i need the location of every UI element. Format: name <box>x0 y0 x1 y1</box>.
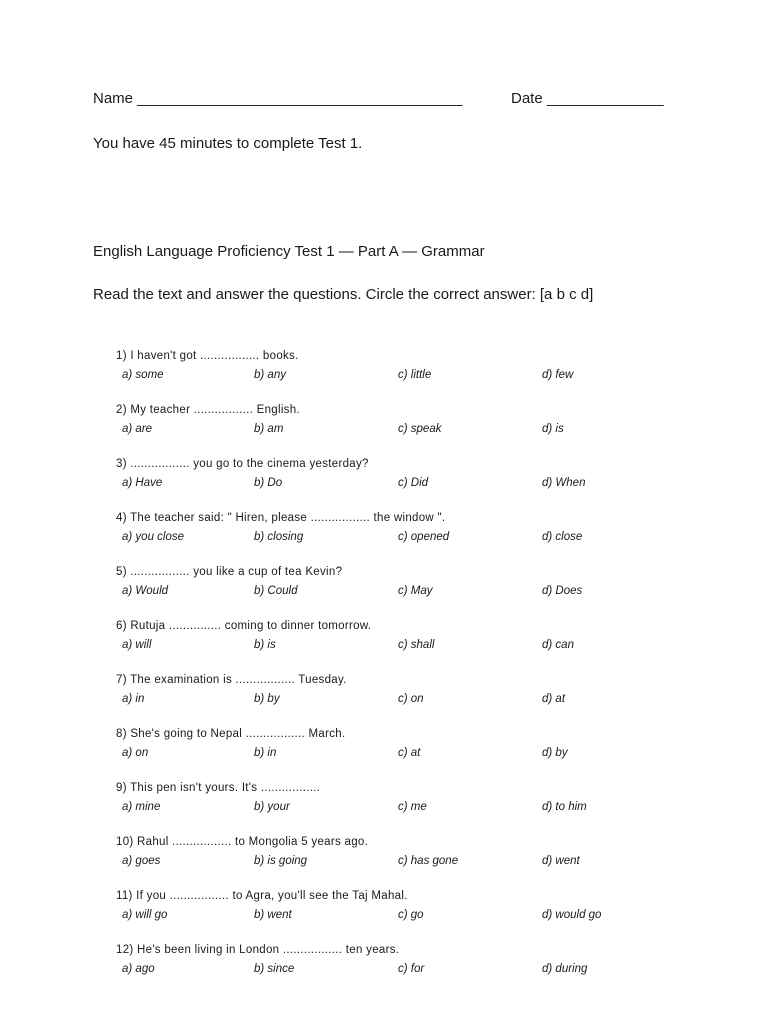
option-b[interactable]: b) Could <box>254 585 298 597</box>
question-list <box>116 350 676 998</box>
option-c[interactable]: c) on <box>398 693 424 705</box>
option-c[interactable]: c) for <box>398 963 425 975</box>
question-stem: 8) She's going to Nepal ................. March. <box>116 728 346 740</box>
question-stem: 1) I haven't got ................. books. <box>116 350 299 362</box>
option-b[interactable]: b) Do <box>254 477 283 489</box>
option-d[interactable]: d) by <box>542 747 568 759</box>
answer-options <box>122 693 682 709</box>
option-d[interactable]: d) close <box>542 531 583 543</box>
question-8 <box>116 728 676 782</box>
option-c[interactable]: c) shall <box>398 639 435 651</box>
question-stem: 11) If you ................. to Agra, you'll see the Taj Mahal. <box>116 890 408 902</box>
option-a[interactable]: a) Would <box>122 585 169 597</box>
option-a[interactable]: a) mine <box>122 801 161 813</box>
option-a[interactable]: a) some <box>122 369 164 381</box>
question-3 <box>116 458 676 512</box>
option-d[interactable]: d) can <box>542 639 574 651</box>
question-1 <box>116 350 676 404</box>
option-b[interactable]: b) am <box>254 423 284 435</box>
question-stem: 12) He's been living in London ................. ten years. <box>116 944 400 956</box>
option-d[interactable]: d) When <box>542 477 586 489</box>
option-a[interactable]: a) ago <box>122 963 155 975</box>
option-b[interactable]: b) any <box>254 369 286 381</box>
question-stem: 5) ................. you like a cup of tea Kevin? <box>116 566 343 578</box>
option-d[interactable]: d) is <box>542 423 564 435</box>
question-stem: 2) My teacher ................. English. <box>116 404 300 416</box>
option-b[interactable]: b) since <box>254 963 295 975</box>
option-c[interactable]: c) little <box>398 369 432 381</box>
answer-options <box>122 747 682 763</box>
option-c[interactable]: c) has gone <box>398 855 459 867</box>
option-a[interactable]: a) in <box>122 693 145 705</box>
option-c[interactable]: c) me <box>398 801 427 813</box>
question-10 <box>116 836 676 890</box>
question-4 <box>116 512 676 566</box>
answer-options <box>122 801 682 817</box>
answer-options <box>122 855 682 871</box>
question-stem: 4) The teacher said: " Hiren, please ................. the window ". <box>116 512 446 524</box>
test-directions: Read the text and answer the questions. Circle the correct answer: [a b c d] <box>93 286 594 303</box>
time-notice: You have 45 minutes to complete Test 1. <box>93 135 363 152</box>
option-a[interactable]: a) will go <box>122 909 168 921</box>
option-b[interactable]: b) in <box>254 747 277 759</box>
option-b[interactable]: b) went <box>254 909 292 921</box>
option-c[interactable]: c) speak <box>398 423 442 435</box>
option-a[interactable]: a) you close <box>122 531 185 543</box>
option-d[interactable]: d) to him <box>542 801 587 813</box>
question-2 <box>116 404 676 458</box>
question-5 <box>116 566 676 620</box>
answer-options <box>122 423 682 439</box>
answer-options <box>122 909 682 925</box>
date-field: Date ______________ <box>511 90 664 107</box>
option-b[interactable]: b) by <box>254 693 280 705</box>
question-7 <box>116 674 676 728</box>
question-stem: 10) Rahul ................. to Mongolia 5 years ago. <box>116 836 369 848</box>
option-a[interactable]: a) on <box>122 747 149 759</box>
option-d[interactable]: d) would go <box>542 909 602 921</box>
option-a[interactable]: a) are <box>122 423 153 435</box>
question-12 <box>116 944 676 998</box>
option-d[interactable]: d) during <box>542 963 588 975</box>
question-stem: 9) This pen isn't yours. It's ................. <box>116 782 321 794</box>
answer-options <box>122 585 682 601</box>
option-b[interactable]: b) your <box>254 801 290 813</box>
option-c[interactable]: c) Did <box>398 477 429 489</box>
option-a[interactable]: a) goes <box>122 855 161 867</box>
option-a[interactable]: a) Have <box>122 477 163 489</box>
question-11 <box>116 890 676 944</box>
option-d[interactable]: d) few <box>542 369 574 381</box>
option-c[interactable]: c) go <box>398 909 424 921</box>
question-9 <box>116 782 676 836</box>
option-d[interactable]: d) Does <box>542 585 583 597</box>
question-stem: 7) The examination is ................. Tuesday. <box>116 674 347 686</box>
question-stem: 3) ................. you go to the cinema yesterday? <box>116 458 369 470</box>
option-b[interactable]: b) closing <box>254 531 304 543</box>
answer-options <box>122 477 682 493</box>
answer-options <box>122 963 682 979</box>
question-6 <box>116 620 676 674</box>
option-c[interactable]: c) at <box>398 747 421 759</box>
option-d[interactable]: d) went <box>542 855 580 867</box>
option-b[interactable]: b) is <box>254 639 276 651</box>
option-d[interactable]: d) at <box>542 693 566 705</box>
answer-options <box>122 639 682 655</box>
option-c[interactable]: c) May <box>398 585 433 597</box>
test-title: English Language Proficiency Test 1 — Part A — Grammar <box>93 243 485 260</box>
option-b[interactable]: b) is going <box>254 855 308 867</box>
option-c[interactable]: c) opened <box>398 531 450 543</box>
answer-options <box>122 369 682 385</box>
name-field: Name _______________________________________ <box>93 90 463 107</box>
question-stem: 6) Rutuja ............... coming to dinner tomorrow. <box>116 620 372 632</box>
option-a[interactable]: a) will <box>122 639 152 651</box>
answer-options <box>122 531 682 547</box>
